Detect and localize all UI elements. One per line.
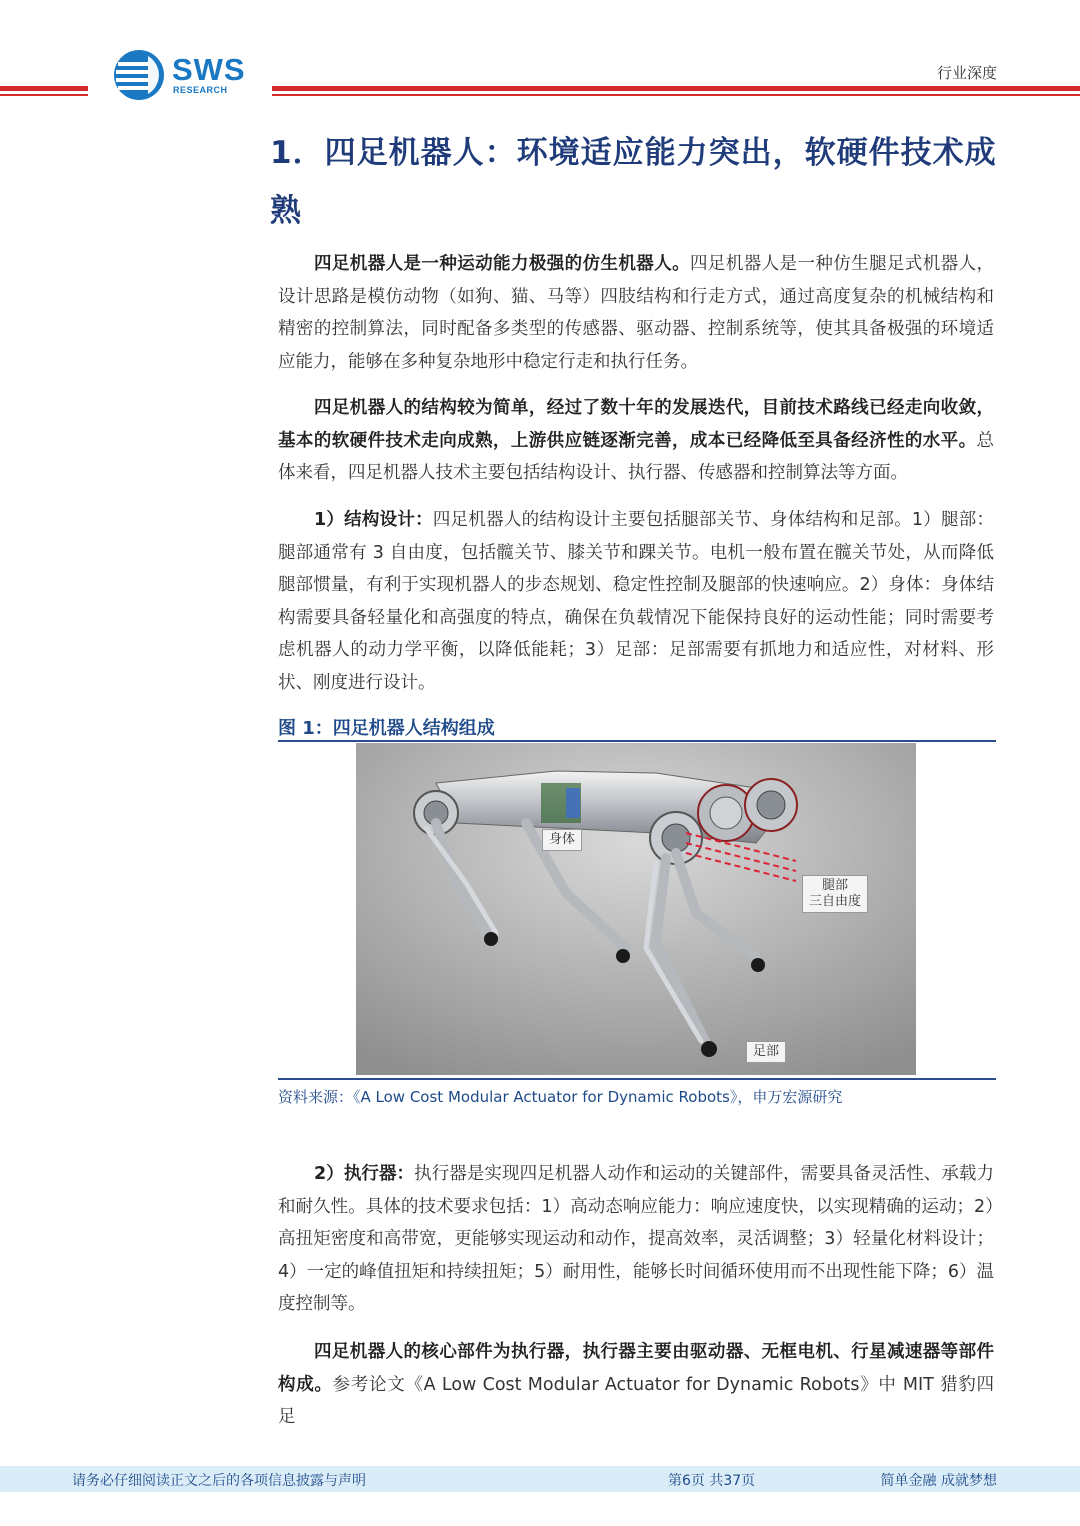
paragraph-lead: 四足机器人的核心部件为执行器，执行器主要由驱动器、无框电机、行星减速器等部件构成。: [278, 1342, 994, 1395]
paragraph-body: 总体来看，四足机器人技术主要包括结构设计、执行器、传感器和控制算法等方面。: [278, 430, 994, 484]
paragraph-body: 执行器是实现四足机器人动作和运动的关键部件，需要具备灵活性、承载力和耐久性。具体的技术要求包括：1）高动态响应能力：响应速度快，以实现精确的运动；2）高扭矩密度和高带宽，更能够实现运动和动作，提高效率，灵活调整；3）轻量化材料设计；4）一定的峰值扭矩和持续扭矩；5）耐用性，能够长时间循环使用而不出现性能下降；6）温度控制等。: [278, 1164, 994, 1315]
paragraph-lead: 2）执行器：: [314, 1164, 415, 1184]
section-title: 1．四足机器人：环境适应能力突出，软硬件技术成熟: [270, 135, 997, 229]
figure-title: 图 1：四足机器人结构组成: [278, 718, 495, 739]
logo-text: SWS: [172, 52, 246, 87]
label-leg: [802, 875, 868, 913]
paragraph-lead: 四足机器人的结构较为简单，经过了数十年的发展迭代，目前技术路线已经走向收敛，基本的软硬件技术走向成熟，上游供应链逐渐完善，成本已经降低至具备经济性的水平。: [278, 398, 994, 451]
label-leg-line2: 三自由度: [809, 894, 862, 909]
label-foot: 足部: [746, 1041, 786, 1063]
label-leg-line1: 腿部: [822, 878, 849, 893]
paragraph: [278, 248, 994, 378]
label-body: 身体: [542, 829, 582, 851]
header-rule: [0, 86, 88, 91]
paragraph: [278, 1158, 994, 1321]
logo-subtext: RESEARCH: [173, 85, 228, 95]
sws-logo-icon: [112, 48, 166, 102]
header-rule: [272, 86, 1080, 91]
header-rule: [0, 94, 88, 96]
figure-rule: [278, 740, 996, 742]
report-type-tag: 行业深度: [936, 64, 997, 82]
paragraph-body: 四足机器人是一种仿生腿足式机器人，设计思路是模仿动物（如狗、猫、马等）四肢结构和行走方式，通过高度复杂的机械结构和精密的控制算法，同时配备多类型的传感器、驱动器、控制系统等，使其具备极强的环境适应能力，能够在多种复杂地形中稳定行走和执行任务。: [278, 254, 995, 372]
page-number: 第6页 共37页: [668, 1473, 756, 1489]
paragraph-lead: 四足机器人是一种运动能力极强的仿生机器人。: [314, 254, 691, 274]
paragraph-body: 参考论文《A Low Cost Modular Actuator for Dynamic Robots》中 MIT 猎豹四足: [278, 1374, 995, 1428]
paragraph: [278, 392, 994, 490]
paragraph: [278, 504, 994, 700]
footer-slogan: 简单金融 成就梦想: [880, 1473, 997, 1489]
sws-logo: [112, 48, 262, 102]
paragraph-body: 四足机器人的结构设计主要包括腿部关节、身体结构和足部。1）腿部：腿部通常有 3 自由度，包括髋关节、膝关节和踝关节。电机一般布置在髋关节处，从而降低腿部惯量，有利于实现机器人的步态规划、稳定性控制及腿部的快速响应。2）身体：身体结构需要具备轻量化和高强度的特点，确保在负载情况下能保持良好的运动性能；同时需要考虑机器人的动力学平衡，以降低能耗；3）足部：足部需要有抓地力和适应性，对材料、形状、刚度进行设计。: [278, 510, 994, 693]
robot-figure: [356, 743, 916, 1075]
figure-rule: [278, 1078, 996, 1080]
paragraph: [278, 1336, 994, 1434]
header-rule: [272, 94, 1080, 96]
footer-disclaimer: 请务必仔细阅读正文之后的各项信息披露与声明: [72, 1473, 366, 1489]
paragraph-lead: 1）结构设计：: [314, 510, 433, 530]
figure-source: 资料来源：《A Low Cost Modular Actuator for Dynamic Robots》，申万宏源研究: [278, 1088, 843, 1106]
